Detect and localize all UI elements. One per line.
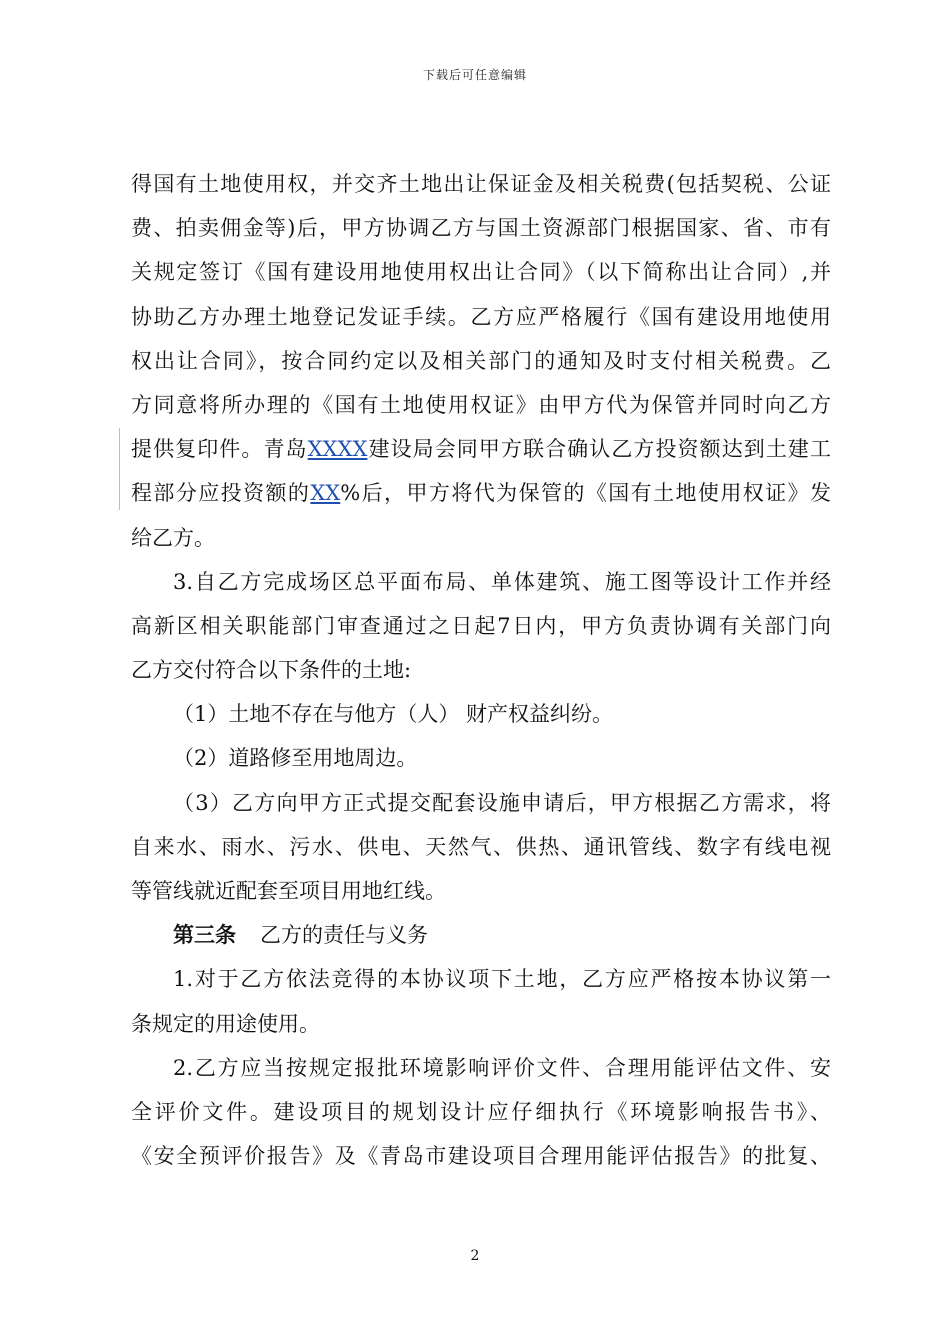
text-line: 方同意将所办理的《国有土地使用权证》由甲方代为保管并同时向乙方 <box>131 392 831 417</box>
text-line: 3.自乙方完成场区总平面布局、单体建筑、施工图等设计工作并经 <box>173 569 831 594</box>
text-line-with-link <box>131 471 831 515</box>
section-number: 第三条 <box>173 922 236 948</box>
text-line: 全评价文件。建设项目的规划设计应仔细执行《环境影响报告书》、 <box>131 1099 831 1124</box>
placeholder-link-xx[interactable]: XX <box>310 481 341 506</box>
text-line: 协助乙方办理土地登记发证手续。乙方应严格履行《国有建设用地使用 <box>131 304 831 329</box>
text-fragment: 提供复印件。青岛 <box>131 437 308 462</box>
text-line: （3）乙方向甲方正式提交配套设施申请后，甲方根据乙方需求，将 <box>173 790 831 815</box>
text-fragment: 程部分应投资额的 <box>131 481 311 506</box>
text-line: 费、拍卖佣金等)后，甲方协调乙方与国土资源部门根据国家、省、市有 <box>131 216 831 241</box>
text-line: 给乙方。 <box>131 525 215 550</box>
list-item: （2）道路修至用地周边。 <box>173 746 418 771</box>
section-heading <box>131 913 831 957</box>
text-line: 乙方交付符合以下条件的土地: <box>131 658 412 683</box>
text-line-with-link <box>131 427 831 471</box>
document-body <box>131 162 831 1178</box>
page-header: 下载后可任意编辑 <box>422 68 527 82</box>
text-line: 权出让合同》，按合同约定以及相关部门的通知及时支付相关税费。乙 <box>131 348 831 373</box>
text-line: 自来水、雨水、污水、供电、天然气、供热、通讯管线、数字有线电视 <box>131 834 831 859</box>
text-line: 2.乙方应当按规定报批环境影响评价文件、合理用能评估文件、安 <box>173 1055 831 1080</box>
text-fragment: 建设局会同甲方联合确认乙方投资额达到土建工 <box>367 437 832 462</box>
section-title: 乙方的责任与义务 <box>260 923 428 948</box>
text-line: 条规定的用途使用。 <box>131 1011 320 1036</box>
text-line: 得国有土地使用权，并交齐土地出让保证金及相关税费(包括契税、公证 <box>131 172 831 196</box>
placeholder-link-xxxx[interactable]: XXXX <box>307 437 368 462</box>
text-fragment: %后，甲方将代为保管的《国有土地使用权证》发 <box>340 481 832 506</box>
text-line: 《安全预评价报告》及《青岛市建设项目合理用能评估报告》的批复、 <box>131 1144 831 1169</box>
text-line: 高新区相关职能部门审查通过之日起7日内，甲方负责协调有关部门向 <box>131 613 831 638</box>
text-line: 关规定签订《国有建设用地使用权出让合同》（以下简称出让合同）,并 <box>131 260 831 285</box>
text-line: 等管线就近配套至项目用地红线。 <box>131 879 446 903</box>
list-item: （1）土地不存在与他方（人） 财产权益纠纷。 <box>173 702 614 727</box>
text-line: 1.对于乙方依法竞得的本协议项下土地，乙方应严格按本协议第一 <box>173 967 831 992</box>
page-number: 2 <box>470 1248 480 1264</box>
revision-margin-line <box>119 428 120 510</box>
